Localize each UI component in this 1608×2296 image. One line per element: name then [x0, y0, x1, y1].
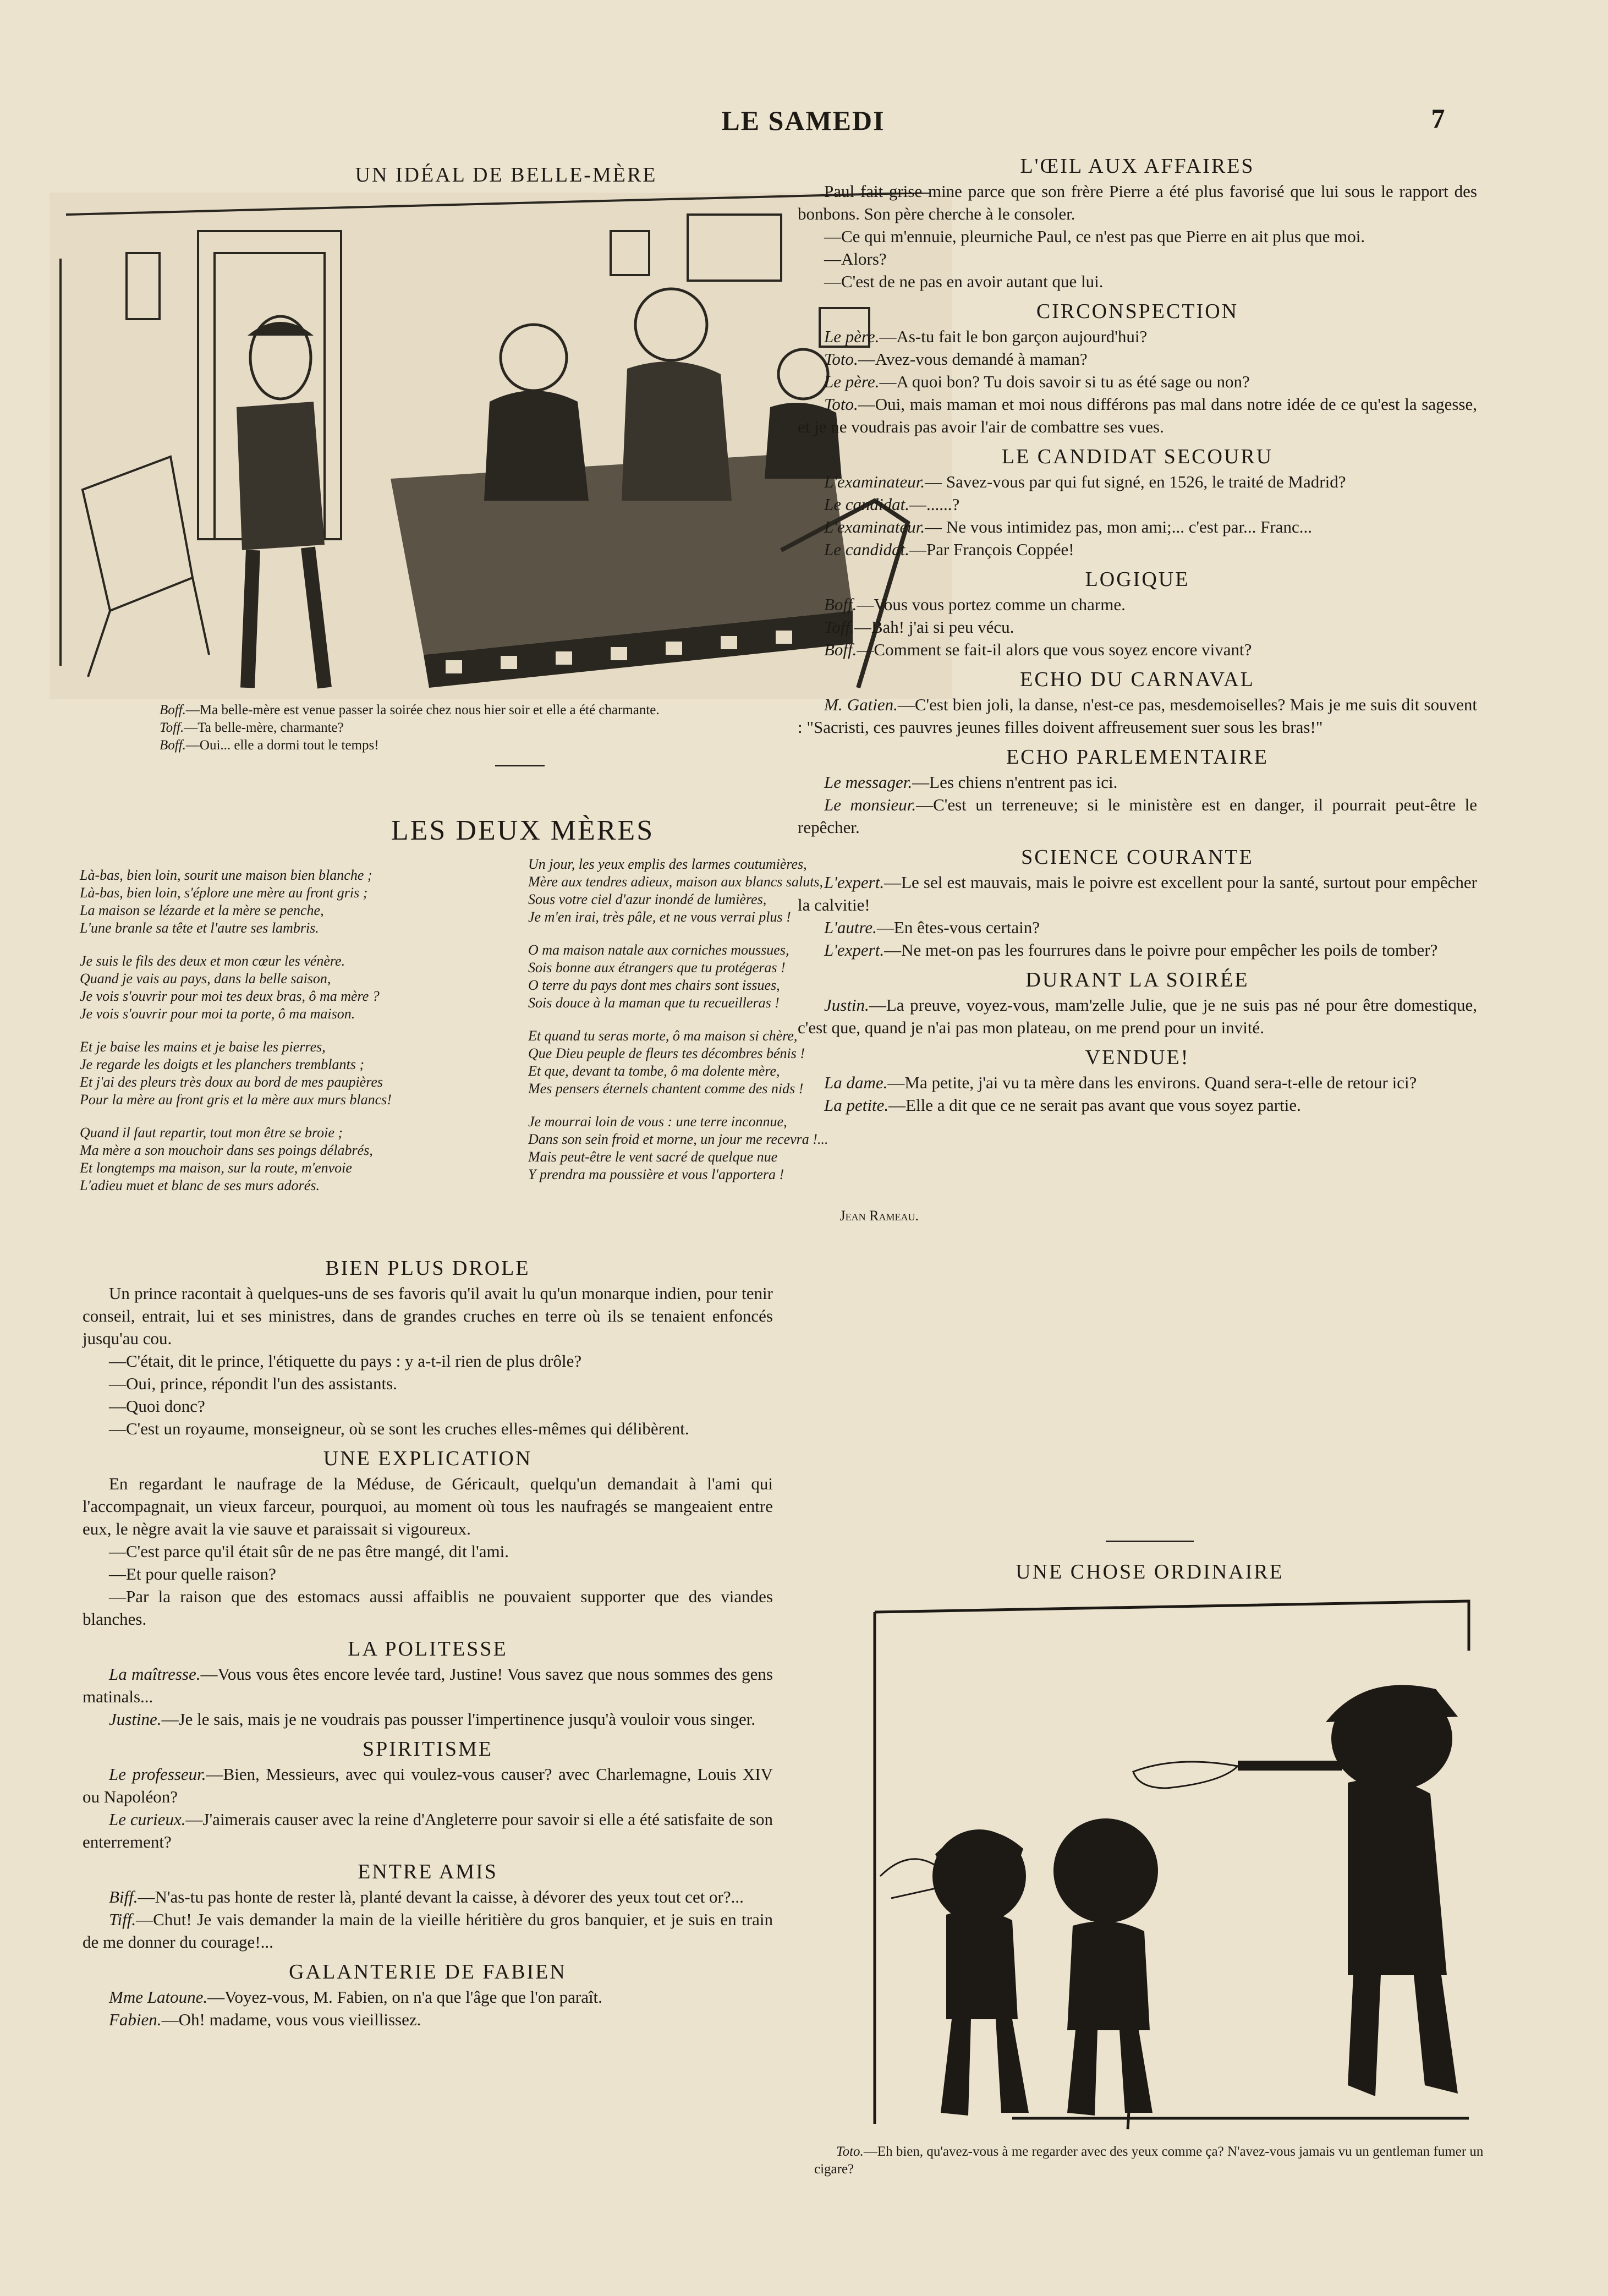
caption-speaker: Toff. [160, 720, 184, 735]
poem-line: Pour la mère au front gris et la mère aux murs blancs! [80, 1092, 392, 1108]
paragraph-text: —Vous vous êtes encore levée tard, Justine! Vous savez que nous sommes des gens matinals... [83, 1664, 773, 1706]
poem-line: Je regarde les doigts et les planchers tremblants ; [80, 1056, 365, 1072]
speaker: Boff. [824, 595, 857, 614]
speaker: Le monsieur. [824, 795, 916, 814]
paragraph-text: —Ma petite, j'ai vu ta mère dans les environs. Quand sera-t-elle de retour ici? [887, 1073, 1417, 1092]
caption-text: —Ma belle-mère est venue passer la soirée chez nous hier soir et elle a été charmante. [185, 703, 660, 717]
paragraph-text: —J'aimerais causer avec la reine d'Angleterre pour savoir si elle a été satisfaite de son enterrement? [83, 1810, 773, 1851]
paragraph-text: —C'est un terreneuve; si le ministère est en danger, il pourrait peut-être le repêcher. [798, 795, 1477, 837]
paragraph-text: —Bah! j'ai si peu vécu. [854, 617, 1014, 637]
paragraph [798, 871, 1477, 916]
paragraph-text: —Oh! madame, vous vous vieillissez. [161, 2010, 421, 2029]
poem-line: Y prendra ma poussière et vous l'apportera ! [528, 1166, 784, 1182]
paragraph-text: —La preuve, voyez-vous, mam'zelle Julie, que je ne suis pas né pour être domestique, c'est que, quand je n'ai pas mon plateau, on me prend pour un invité. [798, 995, 1477, 1037]
caption-text: —Ta belle-mère, charmante? [184, 720, 344, 735]
paragraph [798, 248, 1477, 270]
poem-line: Un jour, les yeux emplis des larmes coutumières, [528, 856, 807, 872]
section-title: LE CANDIDAT SECOURU [1001, 445, 1274, 468]
poem-stanza [80, 867, 520, 937]
speaker: Justin. [824, 995, 869, 1015]
poem-line: Là-bas, bien loin, s'éplore une mère au front gris ; [80, 885, 368, 901]
speaker: L'examinateur. [824, 472, 925, 491]
section-title: BIEN PLUS DROLE [325, 1257, 530, 1280]
paragraph-text: — Ne vous intimidez pas, mon ami;... c'est par... Franc... [925, 517, 1312, 536]
speaker: L'examinateur. [824, 517, 925, 536]
speaker: Biff. [109, 1887, 138, 1906]
poem-line: Je vois s'ouvrir pour moi ta porte, ô ma maison. [80, 1006, 355, 1022]
speaker: Le candidat. [824, 540, 909, 559]
poem-line: O terre du pays dont mes chairs sont issues, [528, 977, 780, 993]
paragraph [798, 916, 1477, 939]
speaker: Fabien. [109, 2010, 162, 2029]
speaker: Toff. [824, 617, 854, 637]
page-number: 7 [1431, 103, 1446, 134]
newspaper-title: LE SAMEDI [721, 105, 885, 136]
separator-rule [495, 765, 545, 766]
paragraph [83, 1472, 773, 1540]
paragraph [798, 470, 1477, 493]
caption-text: —Oui... elle a dormi tout le temps! [185, 738, 379, 753]
poem-line: Mais peut-être le vent sacré de quelque nue [528, 1149, 778, 1165]
separator-rule [1106, 1541, 1194, 1542]
speaker: Le père. [824, 327, 880, 346]
paragraph [798, 939, 1477, 961]
speaker: L'expert. [824, 940, 885, 960]
poem-title: LES DEUX MÈRES [391, 815, 655, 846]
poem-line: Quand il faut repartir, tout mon être se broie ; [80, 1125, 343, 1141]
paragraph-text: —C'était, dit le prince, l'étiquette du pays : y a-t-il rien de plus drôle? [109, 1351, 582, 1371]
poem-left-column [80, 867, 520, 1210]
poem-line: Quand je vais au pays, dans la belle saison, [80, 971, 331, 987]
poem-line: Je mourrai loin de vous : une terre inconnue, [528, 1114, 787, 1130]
poem-author: Jean Rameau. [839, 1208, 919, 1224]
section-title: ECHO DU CARNAVAL [1020, 668, 1255, 691]
paragraph-text: —As-tu fait le bon garçon aujourd'hui? [879, 327, 1148, 346]
poem-line: Dans son sein froid et morne, un jour me recevra !... [528, 1131, 828, 1147]
paragraph-text: —Les chiens n'entrent pas ici. [912, 772, 1118, 792]
section-title: LOGIQUE [1085, 568, 1190, 591]
paragraph-text: —Voyez-vous, M. Fabien, on n'a que l'âge que l'on paraît. [207, 1987, 602, 2007]
paragraph-text: Un prince racontait à quelques-uns de ses favoris qu'il avait lu qu'un monarque indien, pour tenir conseil, entrait, lui et ses ministres, dans de grandes cruches en terre où ils se tenaient enfoncés jusqu'au cou. [83, 1284, 773, 1348]
paragraph-text: —C'est parce qu'il était sûr de ne pas être mangé, dit l'ami. [109, 1542, 509, 1561]
poem-line: L'adieu muet et blanc de ses murs adorés. [80, 1177, 320, 1193]
paragraph-text: —C'est un royaume, monseigneur, où se sont les cruches elles-mêmes qui délibèrent. [109, 1419, 689, 1438]
poem-line: O ma maison natale aux corniches moussues, [528, 942, 789, 958]
paragraph [798, 180, 1477, 225]
poem-line: Sois bonne aux étrangers que tu protégeras ! [528, 960, 786, 976]
paragraph [798, 771, 1477, 793]
ordinaire-caption [814, 2143, 1485, 2178]
paragraph-text: —Quoi donc? [109, 1396, 205, 1416]
speaker: La dame. [824, 1073, 888, 1092]
section-title: LA POLITESSE [348, 1637, 508, 1661]
paragraph [798, 225, 1477, 248]
paragraph-text: —Ce qui m'ennuie, pleurniche Paul, ce n'est pas que Pierre en ait plus que moi. [824, 227, 1365, 246]
poem-line: Ma mère a son mouchoir dans ses poings délabrés, [80, 1142, 373, 1158]
speaker: Le messager. [824, 772, 913, 792]
paragraph [83, 1763, 773, 1808]
poem-line: Je m'en irai, très pâle, et ne vous verrai plus ! [528, 909, 791, 925]
caption-text: —Eh bien, qu'avez-vous à me regarder avec des yeux comme ça? N'avez-vous jamais vu un gentleman fumer un cigare? [814, 2144, 1484, 2177]
paragraph [83, 1708, 773, 1730]
paragraph [83, 1540, 773, 1563]
paragraph [798, 593, 1477, 616]
paragraph [798, 393, 1477, 438]
paragraph-text: —Bien, Messieurs, avec qui voulez-vous causer? avec Charlemagne, Louis XIV ou Napoléon? [83, 1765, 773, 1806]
paragraph-text: —A quoi bon? Tu dois savoir si tu as été sage ou non? [879, 372, 1250, 391]
speaker: Justine. [109, 1709, 162, 1729]
poem-line: Là-bas, bien loin, sourit une maison bien blanche ; [80, 867, 372, 883]
section-title: UNE EXPLICATION [323, 1447, 533, 1470]
poem-line: Et je baise les mains et je baise les pierres, [80, 1039, 326, 1055]
paragraph [83, 1808, 773, 1853]
paragraph-text: —Je le sais, mais je ne voudrais pas pousser l'impertinence jusqu'à vouloir vous singer. [161, 1709, 756, 1729]
speaker: Le professeur. [109, 1765, 206, 1784]
poem-line: Et longtemps ma maison, sur la route, m'envoie [80, 1160, 352, 1176]
speaker: Mme Latoune. [109, 1987, 208, 2007]
section-title: L'ŒIL AUX AFFAIRES [1020, 155, 1255, 178]
paragraph [798, 493, 1477, 516]
paragraph-text: — Savez-vous par qui fut signé, en 1526, le traité de Madrid? [925, 472, 1346, 491]
paragraph [83, 1563, 773, 1585]
ideal-caption [138, 702, 908, 754]
speaker: Le père. [824, 372, 880, 391]
speaker: La maîtresse. [109, 1664, 201, 1684]
paragraph-text: —Vous vous portez comme un charme. [857, 595, 1126, 614]
paragraph-text: —......? [909, 495, 960, 514]
paragraph-text: —Ne met-on pas les fourrures dans le poivre pour empêcher les poils de tomber? [884, 940, 1438, 960]
section-title: SPIRITISME [363, 1738, 493, 1761]
speaker: Toto. [824, 394, 858, 414]
speaker: Boff. [824, 640, 857, 659]
section-title: ECHO PARLEMENTAIRE [1006, 746, 1269, 769]
paragraph [83, 1372, 773, 1395]
paragraph-text: En regardant le naufrage de la Méduse, de Géricault, quelqu'un demandait à l'ami qui l'accompagnait, un vieux farceur, pourquoi, au moment où tous les naufragés se mangeaient entre eux, le nègre avait la vie sauve et paraissait si vigoureux. [83, 1474, 773, 1538]
section-title: CIRCONSPECTION [1036, 300, 1239, 323]
paragraph [83, 1908, 773, 1953]
paragraph [798, 348, 1477, 370]
speaker: La petite. [824, 1095, 889, 1115]
paragraph-text: —C'est de ne pas en avoir autant que lui. [824, 272, 1104, 291]
paragraph-text: —Et pour quelle raison? [109, 1564, 276, 1583]
paragraph [83, 1663, 773, 1708]
poem-line: Et quand tu seras morte, ô ma maison si chère, [528, 1028, 798, 1044]
poem-line: Je vois s'ouvrir pour moi tes deux bras, ô ma mère ? [80, 988, 380, 1004]
paragraph [798, 616, 1477, 638]
speaker: M. Gatien. [824, 695, 898, 714]
poem-line: Sous votre ciel d'azur inondé de lumières, [528, 891, 767, 907]
paragraph-text: —Alors? [824, 249, 887, 268]
paragraph [83, 1585, 773, 1630]
paragraph [83, 2008, 773, 2031]
paragraph [798, 1071, 1477, 1094]
poem-line: Je suis le fils des deux et mon cœur les vénère. [80, 953, 345, 969]
poem-line: Et que, devant ta tombe, ô ma dolente mère, [528, 1063, 780, 1079]
paragraph [798, 516, 1477, 538]
paragraph [798, 638, 1477, 661]
left-text-column [83, 1257, 773, 2031]
paragraph-text: —Le sel est mauvais, mais le poivre est excellent pour la santé, surtout pour empêcher la calvitie! [798, 873, 1477, 914]
paragraph [798, 538, 1477, 561]
paragraph-text: —Par François Coppée! [909, 540, 1074, 559]
paragraph [83, 1417, 773, 1440]
poem-line: La maison se lézarde et la mère se penche, [80, 902, 324, 918]
paragraph [83, 1986, 773, 2008]
poem-stanza [528, 1113, 968, 1183]
paragraph-text: —N'as-tu pas honte de rester là, planté devant la caisse, à dévorer des yeux tout cet or?... [138, 1887, 744, 1906]
paragraph-text: —Comment se fait-il alors que vous soyez encore vivant? [857, 640, 1252, 659]
paragraph-text: —Elle a dit que ce ne serait pas avant que vous soyez partie. [888, 1095, 1301, 1115]
speaker: L'autre. [824, 918, 877, 937]
paragraph-text: —Chut! Je vais demander la main de la vieille héritière du gros banquier, et je suis en train de me donner du courage!... [83, 1910, 773, 1952]
poem-line: Mes pensers éternels chantent comme des nids ! [528, 1081, 804, 1097]
paragraph [798, 994, 1477, 1039]
paragraph [798, 325, 1477, 348]
right-text-column [798, 155, 1477, 1116]
caption-speaker: Toto. [836, 2144, 864, 2159]
paragraph [798, 270, 1477, 293]
paragraph-text: —Oui, prince, répondit l'un des assistants. [109, 1374, 397, 1393]
speaker: Le candidat. [824, 495, 909, 514]
speaker: L'expert. [824, 873, 885, 892]
speaker: Le curieux. [109, 1810, 186, 1829]
paragraph [798, 693, 1477, 738]
section-title: DURANT LA SOIRÉE [1025, 968, 1249, 991]
paragraph [83, 1350, 773, 1372]
paragraph-text: —En êtes-vous certain? [876, 918, 1040, 937]
speaker: Toto. [824, 349, 858, 369]
paragraph [83, 1886, 773, 1908]
poem-line: L'une branle sa tête et l'autre ses lambris. [80, 920, 319, 936]
paragraph-text: —Oui, mais maman et moi nous différons pas mal dans notre idée de ce qu'est la sagesse, et je ne voudrais pas avoir l'air de combattre ses vues. [798, 394, 1477, 436]
caption-speaker: Boff. [160, 703, 186, 717]
paragraph [798, 370, 1477, 393]
paragraph-text: —Avez-vous demandé à maman? [858, 349, 1088, 369]
caption-speaker: Boff. [160, 738, 186, 753]
ordinaire-title: UNE CHOSE ORDINAIRE [1016, 1560, 1284, 1583]
paragraph [798, 793, 1477, 839]
poem-line: Que Dieu peuple de fleurs tes décombres bénis ! [528, 1045, 805, 1061]
paragraph-text: Paul fait grise mine parce que son frère Pierre a été plus favorisé que lui sous le rapport des bonbons. Son père cherche à le consoler. [798, 182, 1477, 223]
paragraph-text: —C'est bien joli, la danse, n'est-ce pas, mesdemoiselles? Mais je me suis dit souvent : "Sacristi, ces pauvres jeunes filles doivent affreusement suer sous les bras!" [798, 695, 1477, 737]
section-title: VENDUE! [1085, 1046, 1190, 1069]
speaker: Tiff. [109, 1910, 136, 1929]
poem-line: Et j'ai des pleurs très doux au bord de mes paupières [80, 1074, 383, 1090]
section-title: ENTRE AMIS [358, 1860, 498, 1883]
poem-line: Mère aux tendres adieux, maison aux blancs saluts, [528, 874, 824, 890]
ordinaire-illustration [781, 1590, 1485, 2135]
paragraph [83, 1395, 773, 1417]
section-title: GALANTERIE DE FABIEN [289, 1960, 567, 1983]
poem-stanza [80, 952, 520, 1023]
paragraph [798, 1094, 1477, 1116]
poem-line: Sois douce à la maman que tu recueilleras ! [528, 995, 780, 1011]
paragraph [83, 1282, 773, 1350]
section-title: SCIENCE COURANTE [1021, 846, 1254, 869]
ideal-title: UN IDÉAL DE BELLE-MÈRE [355, 163, 657, 187]
poem-stanza [80, 1124, 520, 1194]
poem-stanza [80, 1038, 520, 1109]
paragraph-text: —Par la raison que des estomacs aussi affaiblis ne pouvaient supporter que des viandes blanches. [83, 1587, 773, 1629]
